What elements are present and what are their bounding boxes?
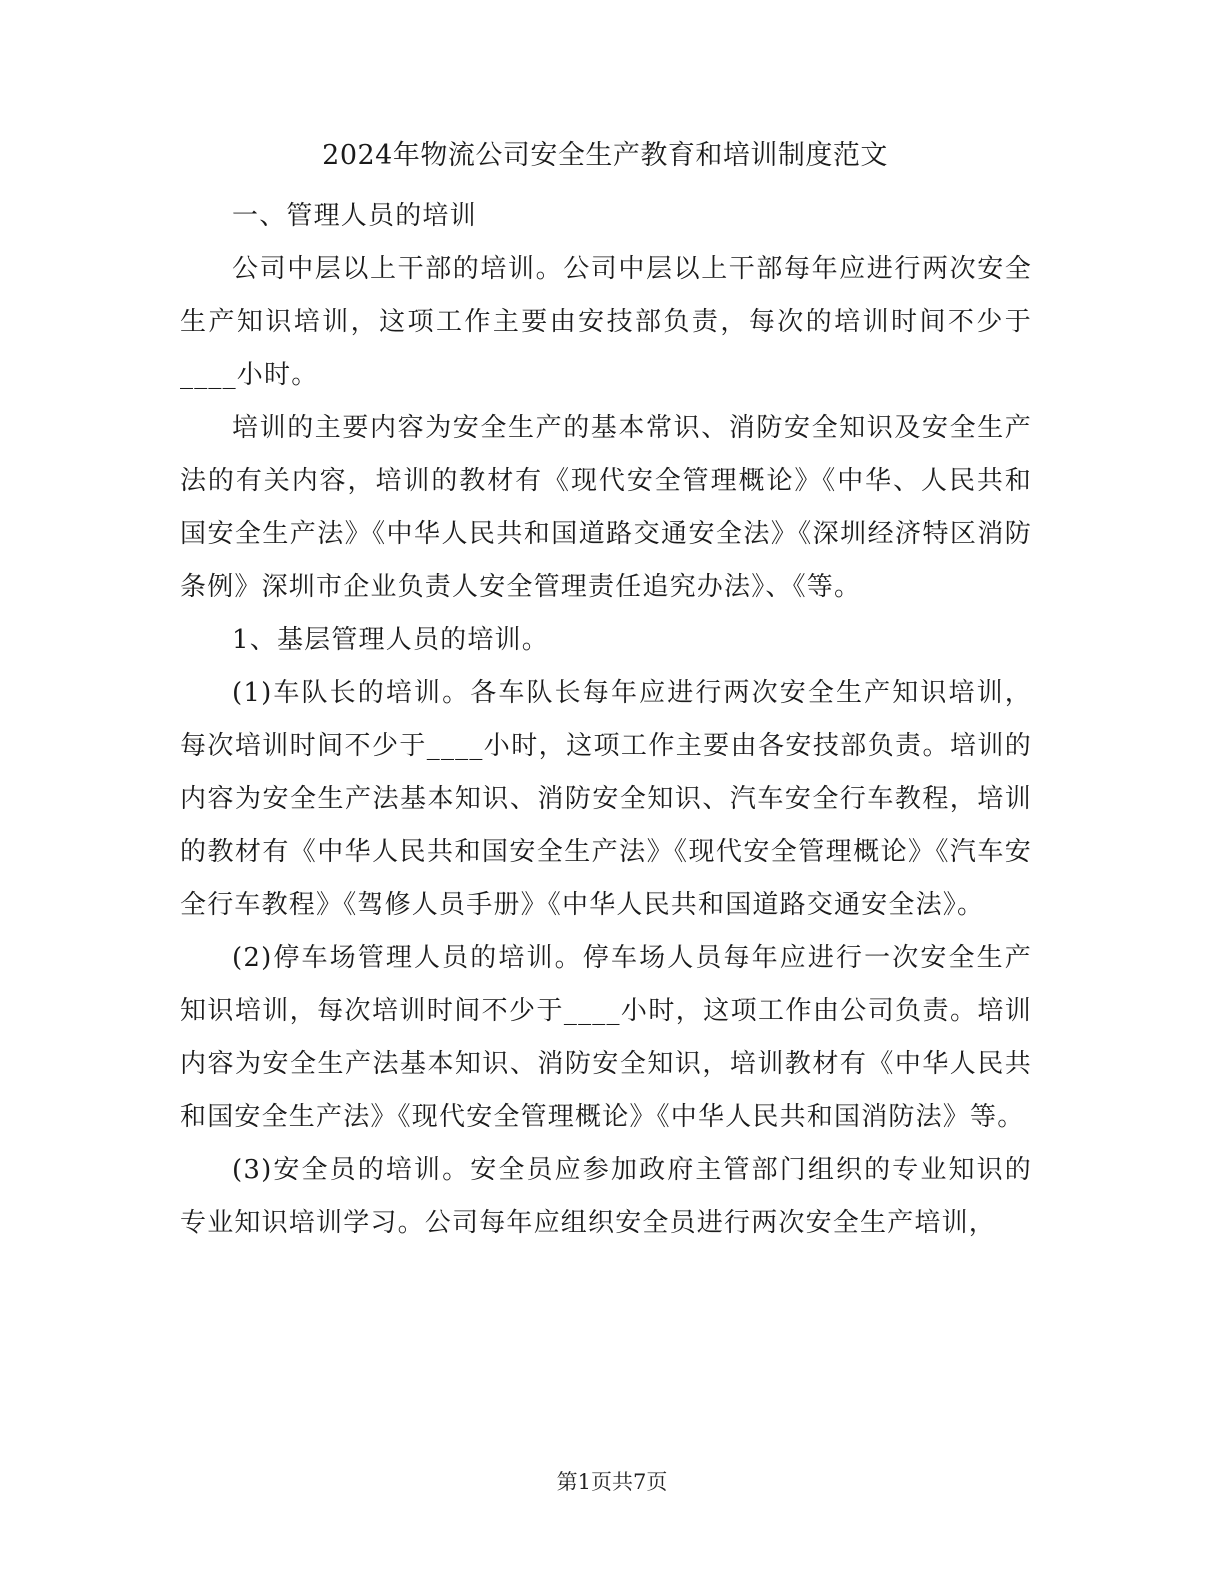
paragraph: (3)安全员的培训。安全员应参加政府主管部门组织的专业知识的专业知识培训学习。公司每年应组织安全员进行两次安全生产培训， (180, 1155, 1032, 1238)
paragraph: 培训的主要内容为安全生产的基本常识、消防安全知识及安全生产法的有关内容，培训的教材有《现代安全管理概论》《中华、人民共和国安全生产法》《中华人民共和国道路交通安全法》《深圳经济特区消防条例》深圳市企业负责人安全管理责任追究办法》、《等。 (180, 413, 1032, 602)
section-heading: 一、管理人员的培训 (232, 201, 477, 231)
paragraph: (1)车队长的培训。各车队长每年应进行两次安全生产知识培训，每次培训时间不少于____小时，这项工作主要由各安技部负责。培训的内容为安全生产法基本知识、消防安全知识、汽车安全行车教程，培训的教材有《中华人民共和国安全生产法》《现代安全管理概论》《汽车安全行车教程》《驾修人员手册》《中华人民共和国道路交通安全法》。 (180, 678, 1032, 920)
paragraph: 公司中层以上干部的培训。公司中层以上干部每年应进行两次安全生产知识培训，这项工作主要由安技部负责，每次的培训时间不少于____小时。 (180, 254, 1032, 390)
document-title: 2024年物流公司安全生产教育和培训制度范文 (322, 140, 888, 171)
paragraph: (2)停车场管理人员的培训。停车场人员每年应进行一次安全生产知识培训，每次培训时间不少于____小时，这项工作由公司负责。培训内容为安全生产法基本知识、消防安全知识，培训教材有《中华人民共和国安全生产法》《现代安全管理概论》《中华人民共和国消防法》等。 (180, 943, 1032, 1132)
page-footer: 第1页共7页 (556, 1470, 668, 1494)
subsection-heading: 1、基层管理人员的培训。 (232, 625, 549, 655)
document-body (180, 190, 1032, 1250)
